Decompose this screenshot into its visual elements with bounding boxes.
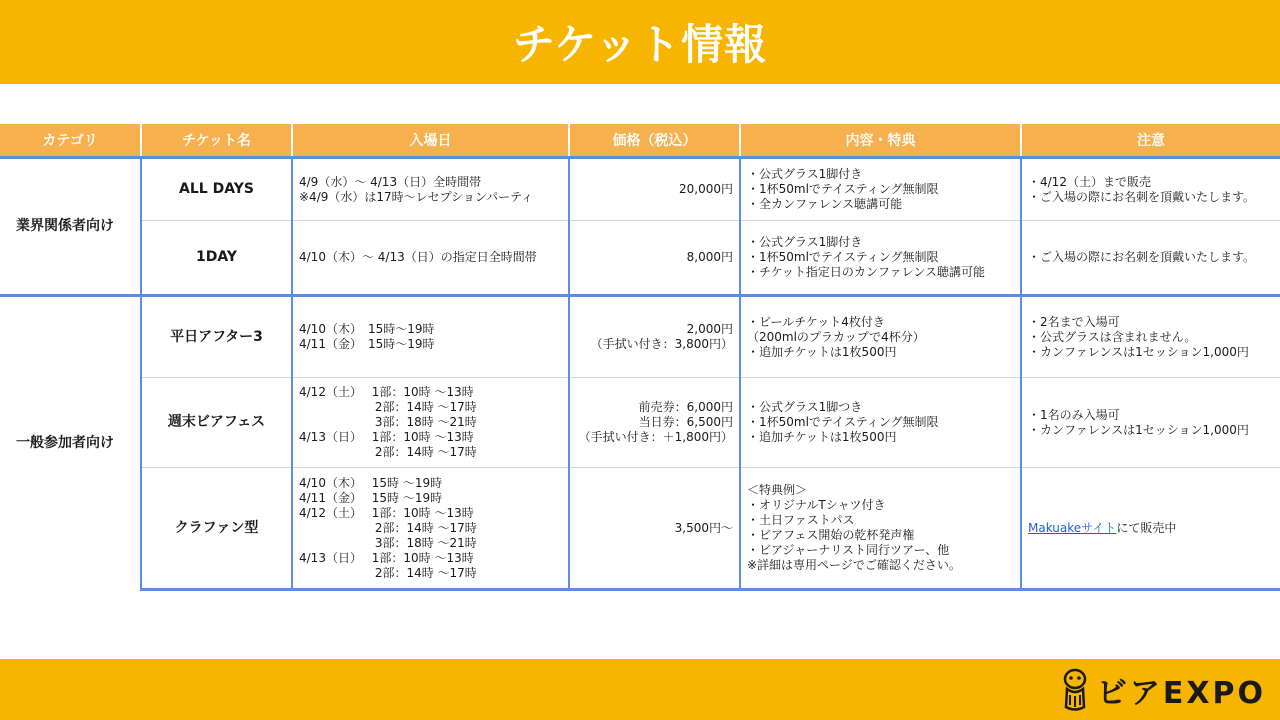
ticket-table	[0, 124, 1280, 591]
col-header-entry-date: 入場日	[292, 124, 569, 158]
dates-cell: 4/10（木） 15時〜19時 4/11（金） 15時〜19時	[292, 296, 569, 378]
col-header-benefits: 内容・特典	[740, 124, 1021, 158]
benefits-cell: ＜特典例＞ ・オリジナルTシャツ付き ・土日ファストパス ・ビアフェス開始の乾杯発声権 ・ビアジャーナリスト同行ツアー、他 ※詳細は専用ページでご確認ください。	[740, 468, 1021, 590]
page-title: チケット情報	[512, 20, 768, 69]
col-header-ticket-name: チケット名	[141, 124, 292, 158]
table-row	[0, 378, 1280, 468]
notes-cell: ・1名のみ入場可 ・カンファレンスは1セッション1,000円	[1021, 378, 1280, 468]
col-header-notes: 注意	[1021, 124, 1280, 158]
col-header-price: 価格（税込）	[569, 124, 740, 158]
makuake-link[interactable]: Makuakeサイト	[1028, 520, 1117, 535]
price-cell: 前売券：6,000円 当日券：6,500円 （手拭い付き：＋1,800円）	[569, 378, 740, 468]
benefits-cell: ・公式グラス1脚付き ・1杯50mlでテイスティング無制限 ・チケット指定日のカンファレンス聴講可能	[740, 221, 1021, 296]
category-cell: 一般参加者向け	[0, 296, 141, 590]
logo-text: ビアEXPO	[1096, 676, 1266, 711]
table-header-row	[0, 124, 1280, 158]
category-cell: 業界関係者向け	[0, 158, 141, 296]
table-row	[0, 296, 1280, 378]
benefits-cell: ・公式グラス1脚つき ・1杯50mlでテイスティング無制限 ・追加チケットは1枚500円	[740, 378, 1021, 468]
dates-cell: 4/10（木）〜 4/13（日）の指定日全時間帯	[292, 221, 569, 296]
price-cell: 8,000円	[569, 221, 740, 296]
dates-cell: 4/9（水）〜 4/13（日）全時間帯 ※4/9（水）は17時〜レセプションパーティ	[292, 158, 569, 221]
dates-cell: 4/10（木） 15時 〜19時 4/11（金） 15時 〜19時 4/12（土） 1部：10時 〜13時 2部：14時 〜17時 3部：18時 〜21時 4/13（日） 1部：10時 〜13時 2部：14時 〜17時	[292, 468, 569, 590]
price-cell: 3,500円〜	[569, 468, 740, 590]
notes-cell: ・ご入場の際にお名刺を頂戴いたします。	[1021, 221, 1280, 296]
col-header-category: カテゴリ	[0, 124, 141, 158]
price-cell: 2,000円 （手拭い付き：3,800円）	[569, 296, 740, 378]
notes-cell: ・2名まで入場可 ・公式グラスは含まれません。 ・カンファレンスは1セッション1,000円	[1021, 296, 1280, 378]
notes-cell: ・4/12（土）まで販売 ・ご入場の際にお名刺を頂戴いたします。	[1021, 158, 1280, 221]
beer-mascot-icon	[1059, 667, 1091, 713]
notes-suffix: にて販売中	[1116, 520, 1177, 535]
page-header	[0, 0, 1280, 84]
benefits-cell: ・ビールチケット4枚付き （200mlのプラカップで4杯分） ・追加チケットは1枚500円	[740, 296, 1021, 378]
notes-cell	[1021, 468, 1280, 590]
ticket-name-cell: ALL DAYS	[141, 158, 292, 221]
table-row	[0, 221, 1280, 296]
price-cell: 20,000円	[569, 158, 740, 221]
page-footer	[0, 659, 1280, 720]
ticket-name-cell: クラファン型	[141, 468, 292, 590]
ticket-name-cell: 平日アフター3	[141, 296, 292, 378]
ticket-name-cell: 週末ビアフェス	[141, 378, 292, 468]
table-row	[0, 158, 1280, 221]
benefits-cell: ・公式グラス1脚付き ・1杯50mlでテイスティング無制限 ・全カンファレンス聴講可能	[740, 158, 1021, 221]
logo	[1059, 665, 1266, 715]
table-row	[0, 468, 1280, 590]
dates-cell: 4/12（土） 1部：10時 〜13時 2部：14時 〜17時 3部：18時 〜21時 4/13（日） 1部：10時 〜13時 2部：14時 〜17時	[292, 378, 569, 468]
ticket-name-cell: 1DAY	[141, 221, 292, 296]
